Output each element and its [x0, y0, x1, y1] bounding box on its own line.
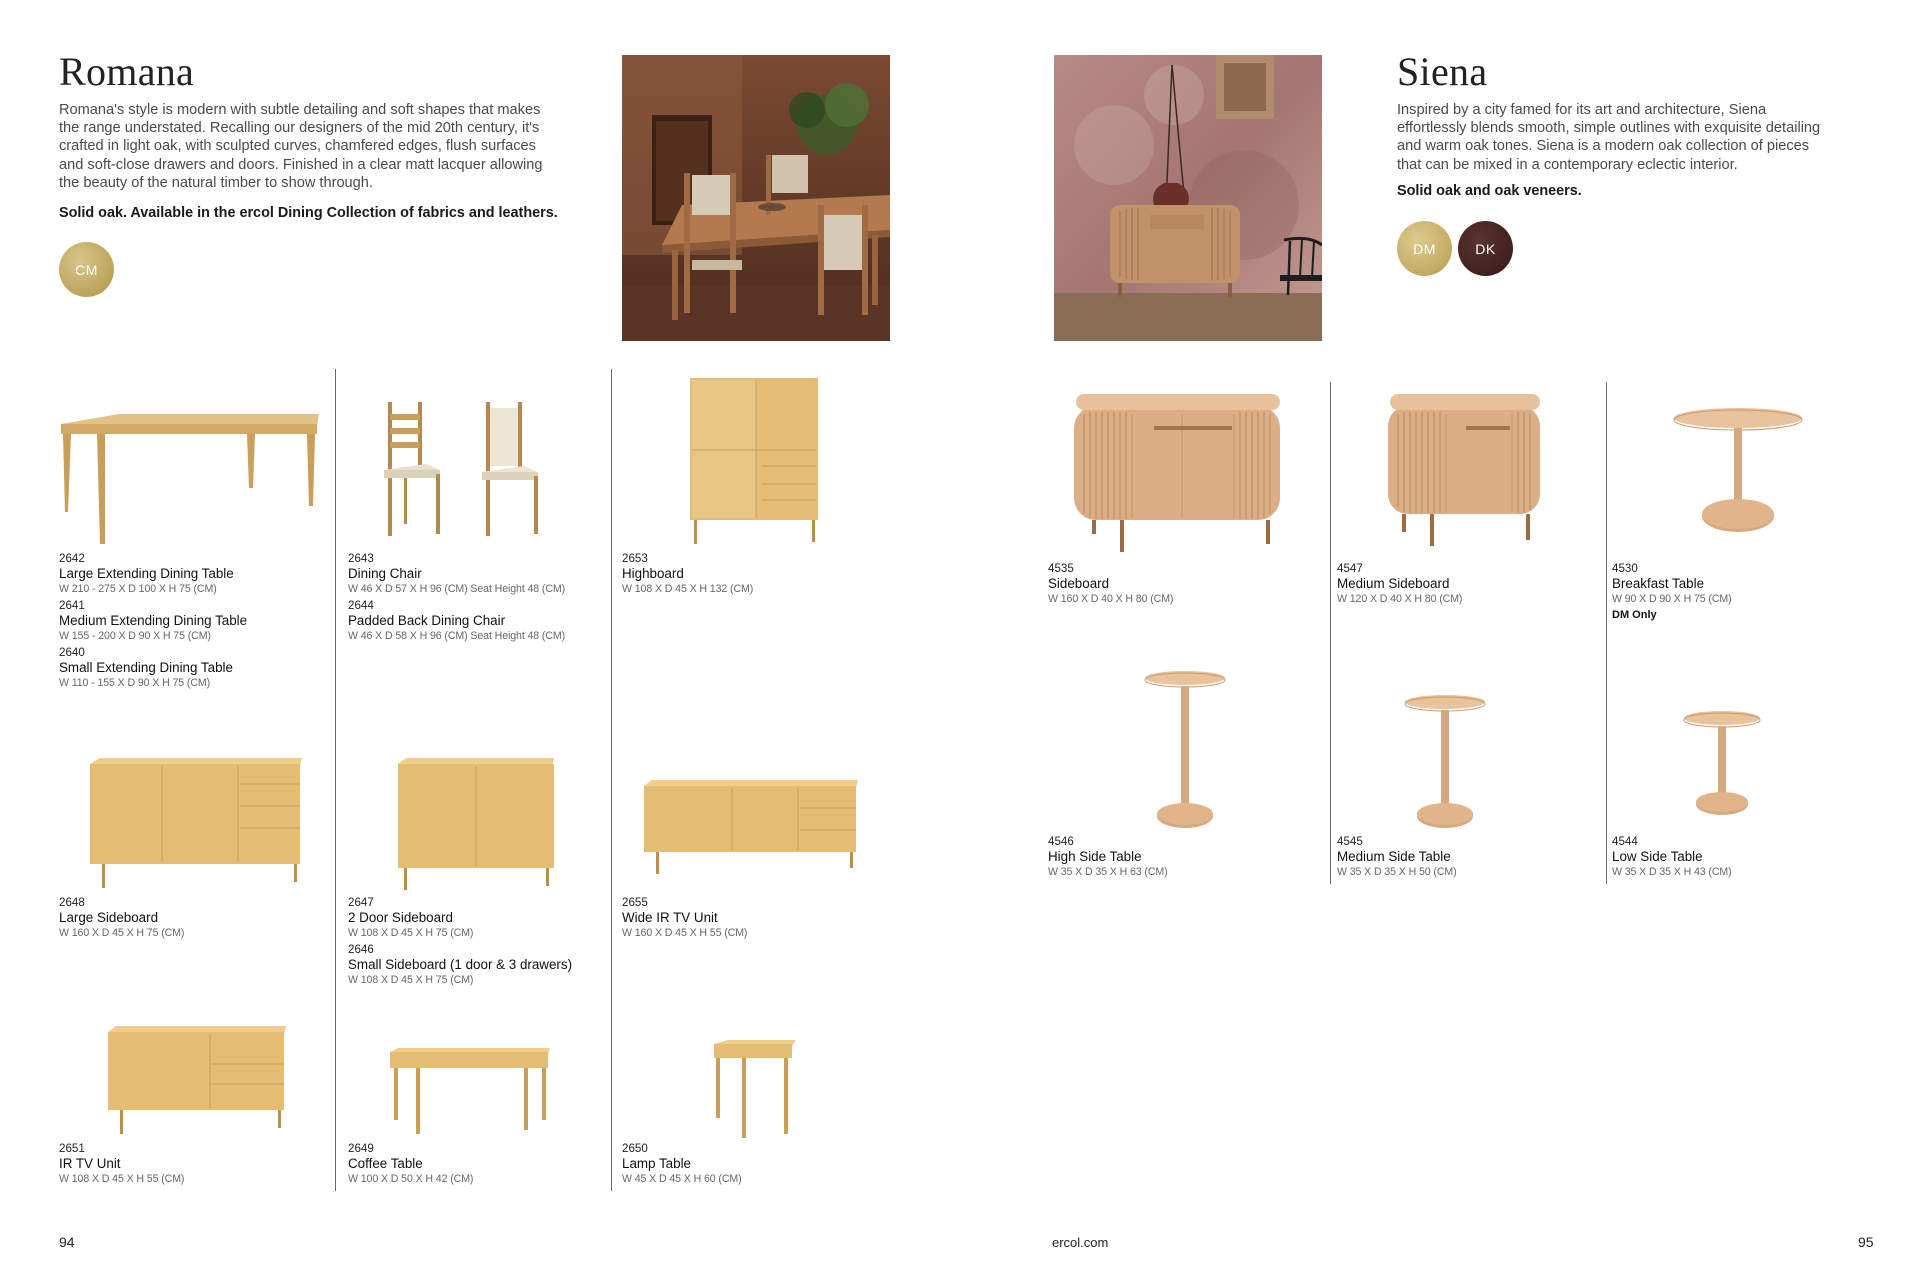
- page-number-left: 94: [59, 1234, 75, 1250]
- siena-material: Solid oak and oak veneers.: [1397, 183, 1582, 199]
- siena-medium-sideboard-illustration: [1384, 392, 1544, 548]
- product-code: 2651: [59, 1142, 85, 1155]
- product-dimensions: W 160 X D 45 X H 75 (CM): [59, 927, 185, 939]
- romana-item-ir-tv-unit: [59, 1142, 329, 1189]
- product-dimensions: W 100 X D 50 X H 42 (CM): [348, 1173, 474, 1185]
- product-dimensions: W 108 X D 45 X H 132 (CM): [622, 583, 754, 595]
- product-code: 2655: [622, 896, 648, 909]
- column-divider: [335, 369, 336, 1191]
- product-code: 4544: [1612, 835, 1638, 848]
- product-dimensions: W 108 X D 45 X H 75 (CM): [348, 974, 474, 986]
- column-divider: [1330, 382, 1331, 884]
- siena-high-side-table-illustration: [1142, 668, 1228, 830]
- product-dimensions: W 35 X D 35 X H 63 (CM): [1048, 866, 1168, 878]
- ir-tv-unit-illustration: [106, 1024, 288, 1136]
- siena-item-low-side-table: [1612, 835, 1882, 882]
- romana-material: Solid oak. Available in the ercol Dining Collection of fabrics and leathers.: [59, 205, 558, 221]
- page-number-right: 95: [1858, 1234, 1874, 1250]
- product-dimensions: W 155 - 200 X D 90 X H 75 (CM): [59, 630, 211, 642]
- product-code: 2648: [59, 896, 85, 909]
- product-dimensions: W 120 X D 40 X H 80 (CM): [1337, 593, 1463, 605]
- product-name: Medium Sideboard: [1337, 576, 1450, 591]
- product-name: IR TV Unit: [59, 1156, 121, 1171]
- product-code: 2641: [59, 599, 85, 612]
- romana-dining-photo: [622, 55, 890, 341]
- product-dimensions: W 90 X D 90 X H 75 (CM): [1612, 593, 1732, 605]
- product-dimensions: W 160 X D 40 X H 80 (CM): [1048, 593, 1174, 605]
- product-name: Wide IR TV Unit: [622, 910, 718, 925]
- product-name: Padded Back Dining Chair: [348, 613, 506, 628]
- product-code: 2647: [348, 896, 374, 909]
- product-name: Breakfast Table: [1612, 576, 1705, 591]
- romana-item-highboard: [622, 552, 892, 599]
- product-name: Small Extending Dining Table: [59, 660, 233, 675]
- product-code: 2642: [59, 552, 85, 565]
- product-name: Coffee Table: [348, 1156, 423, 1171]
- product-code: 2653: [622, 552, 648, 565]
- product-dimensions: W 35 X D 35 X H 50 (CM): [1337, 866, 1457, 878]
- product-name: Small Sideboard (1 door & 3 drawers): [348, 957, 573, 972]
- product-code: 2643: [348, 552, 374, 565]
- siena-sideboard-photo: [1054, 55, 1322, 341]
- siena-medium-side-table-illustration: [1402, 692, 1488, 832]
- siena-intro: Inspired by a city famed for its art and architecture, Siena effortlessly blends smooth, simple outlines with exquisite detailing and warm oak tones. Siena is a modern oak collection of pieces that can be mixed in a contemporary eclectic interior.: [1397, 102, 1821, 173]
- product-code: 4547: [1337, 562, 1363, 575]
- column-divider: [611, 369, 612, 1191]
- siena-sideboard-illustration: [1070, 392, 1284, 554]
- romana-intro: Romana's style is modern with subtle detailing and soft shapes that makes the range understated. Recalling our designers of the mid 20th century, it's crafted in light oak, with sculpted curves, chamfered edges, flush surfaces and soft-close drawers and doors. Finished in a clear matt lacquer allowing the beauty of the natural timber to show through.: [59, 102, 543, 191]
- two-door-sideboard-illustration: [396, 756, 556, 892]
- siena-item-breakfast-table: [1612, 562, 1882, 625]
- product-name: Medium Extending Dining Table: [59, 613, 248, 628]
- product-name: Highboard: [622, 566, 684, 581]
- product-dimensions: W 108 X D 45 X H 75 (CM): [348, 927, 474, 939]
- siena-low-side-table-illustration: [1682, 708, 1762, 818]
- romana-item-lamp-table: [622, 1142, 892, 1189]
- wide-tv-unit-illustration: [642, 778, 860, 878]
- romana-item-large-sideboard: [59, 896, 329, 943]
- siena-title: Siena: [1397, 49, 1488, 94]
- product-dimensions: W 108 X D 45 X H 55 (CM): [59, 1173, 185, 1185]
- product-dimensions: W 45 X D 45 X H 60 (CM): [622, 1173, 742, 1185]
- product-code: 4530: [1612, 562, 1638, 575]
- finish-swatch-dm: DM: [1397, 221, 1452, 276]
- product-code: 2650: [622, 1142, 648, 1155]
- product-code: 2646: [348, 943, 374, 956]
- product-name: Dining Chair: [348, 566, 422, 581]
- product-dimensions: W 35 X D 35 X H 43 (CM): [1612, 866, 1732, 878]
- dining-chairs-illustration: [380, 398, 560, 538]
- highboard-illustration: [686, 376, 822, 546]
- column-divider: [1606, 382, 1607, 884]
- large-sideboard-illustration: [88, 756, 304, 890]
- siena-item-medium-side-table: [1337, 835, 1607, 882]
- product-name: Lamp Table: [622, 1156, 691, 1171]
- finish-swatch-dk: DK: [1458, 221, 1513, 276]
- finish-swatch-cm: CM: [59, 242, 114, 297]
- product-dimensions: W 46 X D 57 X H 96 (CM) Seat Height 48 (CM): [348, 583, 566, 595]
- siena-item-sideboard: [1048, 562, 1318, 609]
- romana-item-dining-chairs: [348, 552, 618, 646]
- romana-item-wide-tv-unit: [622, 896, 892, 943]
- product-code: 2649: [348, 1142, 374, 1155]
- product-dimensions: W 210 - 275 X D 100 X H 75 (CM): [59, 583, 217, 595]
- product-name: Large Extending Dining Table: [59, 566, 234, 581]
- siena-item-high-side-table: [1048, 835, 1318, 882]
- product-name: High Side Table: [1048, 849, 1142, 864]
- romana-item-extending-tables: [59, 552, 329, 693]
- product-code: 4545: [1337, 835, 1363, 848]
- product-code: 2644: [348, 599, 374, 612]
- product-dimensions: W 110 - 155 X D 90 X H 75 (CM): [59, 677, 211, 689]
- product-name: Medium Side Table: [1337, 849, 1451, 864]
- dining-table-illustration: [59, 410, 321, 550]
- product-note: DM Only: [1612, 609, 1657, 621]
- product-dimensions: W 46 X D 58 X H 96 (CM) Seat Height 48 (CM): [348, 630, 566, 642]
- lamp-table-illustration: [712, 1038, 798, 1140]
- product-name: 2 Door Sideboard: [348, 910, 453, 925]
- product-code: 2640: [59, 646, 85, 659]
- product-code: 4546: [1048, 835, 1074, 848]
- footer-website[interactable]: ercol.com: [1052, 1235, 1109, 1250]
- product-name: Sideboard: [1048, 576, 1110, 591]
- romana-title: Romana: [59, 49, 195, 94]
- product-name: Low Side Table: [1612, 849, 1703, 864]
- product-code: 4535: [1048, 562, 1074, 575]
- romana-item-coffee-table: [348, 1142, 618, 1189]
- siena-item-medium-sideboard: [1337, 562, 1607, 609]
- product-dimensions: W 160 X D 45 X H 55 (CM): [622, 927, 748, 939]
- siena-breakfast-table-illustration: [1670, 404, 1806, 536]
- product-name: Large Sideboard: [59, 910, 159, 925]
- romana-item-sideboards: [348, 896, 618, 990]
- coffee-table-illustration: [388, 1046, 552, 1136]
